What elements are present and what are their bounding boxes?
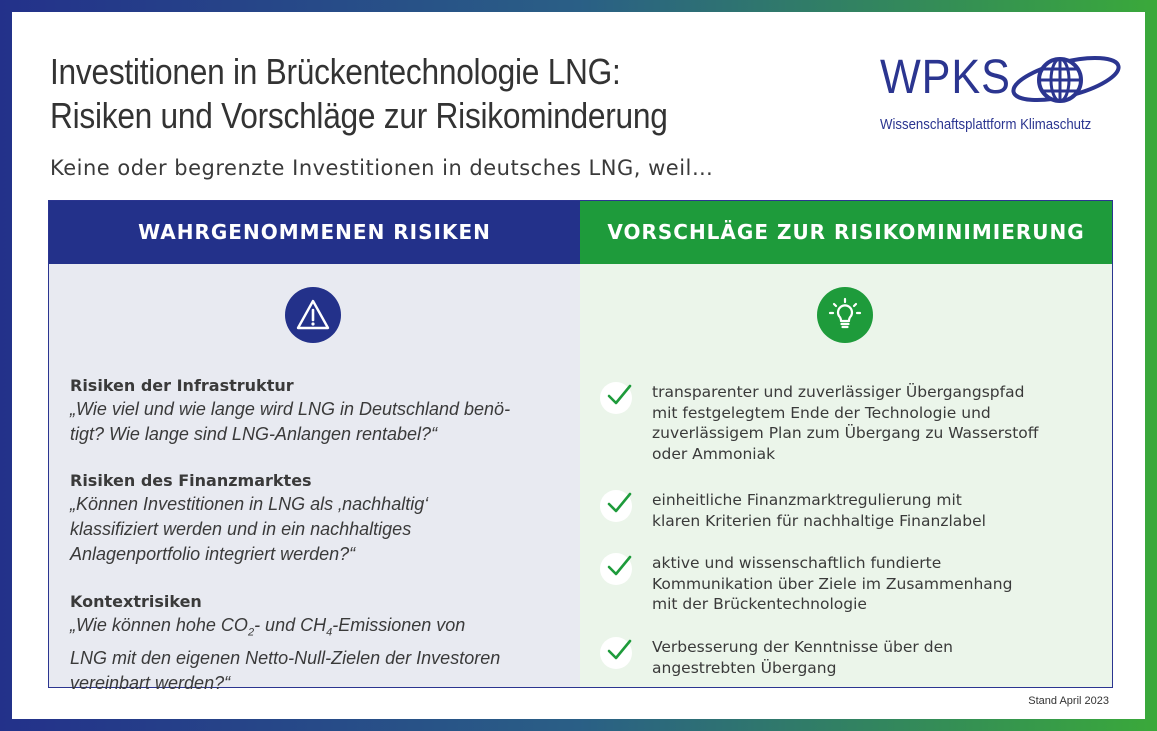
- check-icon: [600, 490, 632, 522]
- proposals-column: [580, 201, 1112, 687]
- risk-quote: [70, 613, 550, 696]
- infographic-canvas: [12, 12, 1145, 719]
- proposal-text: transparenter und zuverlässiger Übergangspfad mit festgelegtem Ende der Technologie und zuverlässigem Plan zum Übergang zu Wasserstoff oder Ammoniak: [652, 383, 1039, 463]
- risk-title: Kontextrisiken: [70, 592, 202, 611]
- logo-subtitle: Wissenschaftsplattform Klimaschutz: [880, 116, 1092, 133]
- proposal-text: einheitliche Finanzmarktregulierung mit klaren Kriterien für nachhaltige Finanzlabel: [652, 491, 986, 530]
- page-subtitle: Keine oder begrenzte Investitionen in deutsches LNG, weil…: [50, 156, 714, 180]
- proposal-text: Verbesserung der Kenntnisse über den angestrebten Übergang: [652, 638, 953, 677]
- quote-line: tigt? Wie lange sind LNG-Anlangen rentabel?“: [70, 424, 438, 444]
- risk-title: Risiken des Finanzmarktes: [70, 471, 312, 490]
- title-line-1: Investitionen in Brückentechnologie LNG:: [50, 51, 621, 92]
- logo-text: WPKS: [880, 51, 1011, 104]
- risk-table: [48, 200, 1113, 693]
- risks-column: [49, 201, 580, 693]
- quote-line: „Wie viel und wie lange wird LNG in Deutschland benö-: [70, 399, 511, 419]
- page-title: [50, 50, 719, 138]
- date-note: Stand April 2023: [1028, 695, 1109, 707]
- title-line-2: Risiken und Vorschläge zur Risikominderung: [50, 95, 668, 136]
- globe-icon: [1010, 52, 1122, 112]
- risk-quote: [70, 492, 550, 567]
- quote-line: vereinbart werden?“: [70, 672, 231, 693]
- warning-icon: [285, 287, 341, 343]
- wpks-logo: [880, 50, 1130, 140]
- risk-context: [70, 591, 550, 696]
- check-icon: [600, 553, 632, 585]
- check-icon: [600, 382, 632, 414]
- quote-line: „Können Investitionen in LNG als ‚nachhaltig‘: [70, 494, 429, 514]
- risk-title: Risiken der Infrastruktur: [70, 376, 294, 395]
- quote-line: LNG mit den eigenen Netto-Null-Zielen der Investoren: [70, 647, 501, 668]
- quote-line: Anlagenportfolio integriert werden?“: [70, 544, 356, 564]
- risks-heading: WAHRGENOMMENEN RISIKEN: [49, 201, 580, 264]
- proposal-text: aktive und wissenschaftlich fundierte Kommunikation über Ziele im Zusammenhang mit der Brückentechnologie: [652, 554, 1013, 613]
- quote-line: klassifiziert werden und in ein nachhaltiges: [70, 519, 412, 539]
- risk-quote: [70, 397, 550, 447]
- quote-line: „Wie können hohe $CO_2-$ und $CH_4$-Emissionen von: [70, 615, 466, 639]
- proposals-heading: VORSCHLÄGE ZUR RISIKOMINIMIERUNG: [580, 201, 1112, 264]
- risk-financial-market: [70, 470, 550, 567]
- check-icon: [600, 637, 632, 669]
- risk-infrastructure: [70, 375, 550, 447]
- lightbulb-icon: [817, 287, 873, 343]
